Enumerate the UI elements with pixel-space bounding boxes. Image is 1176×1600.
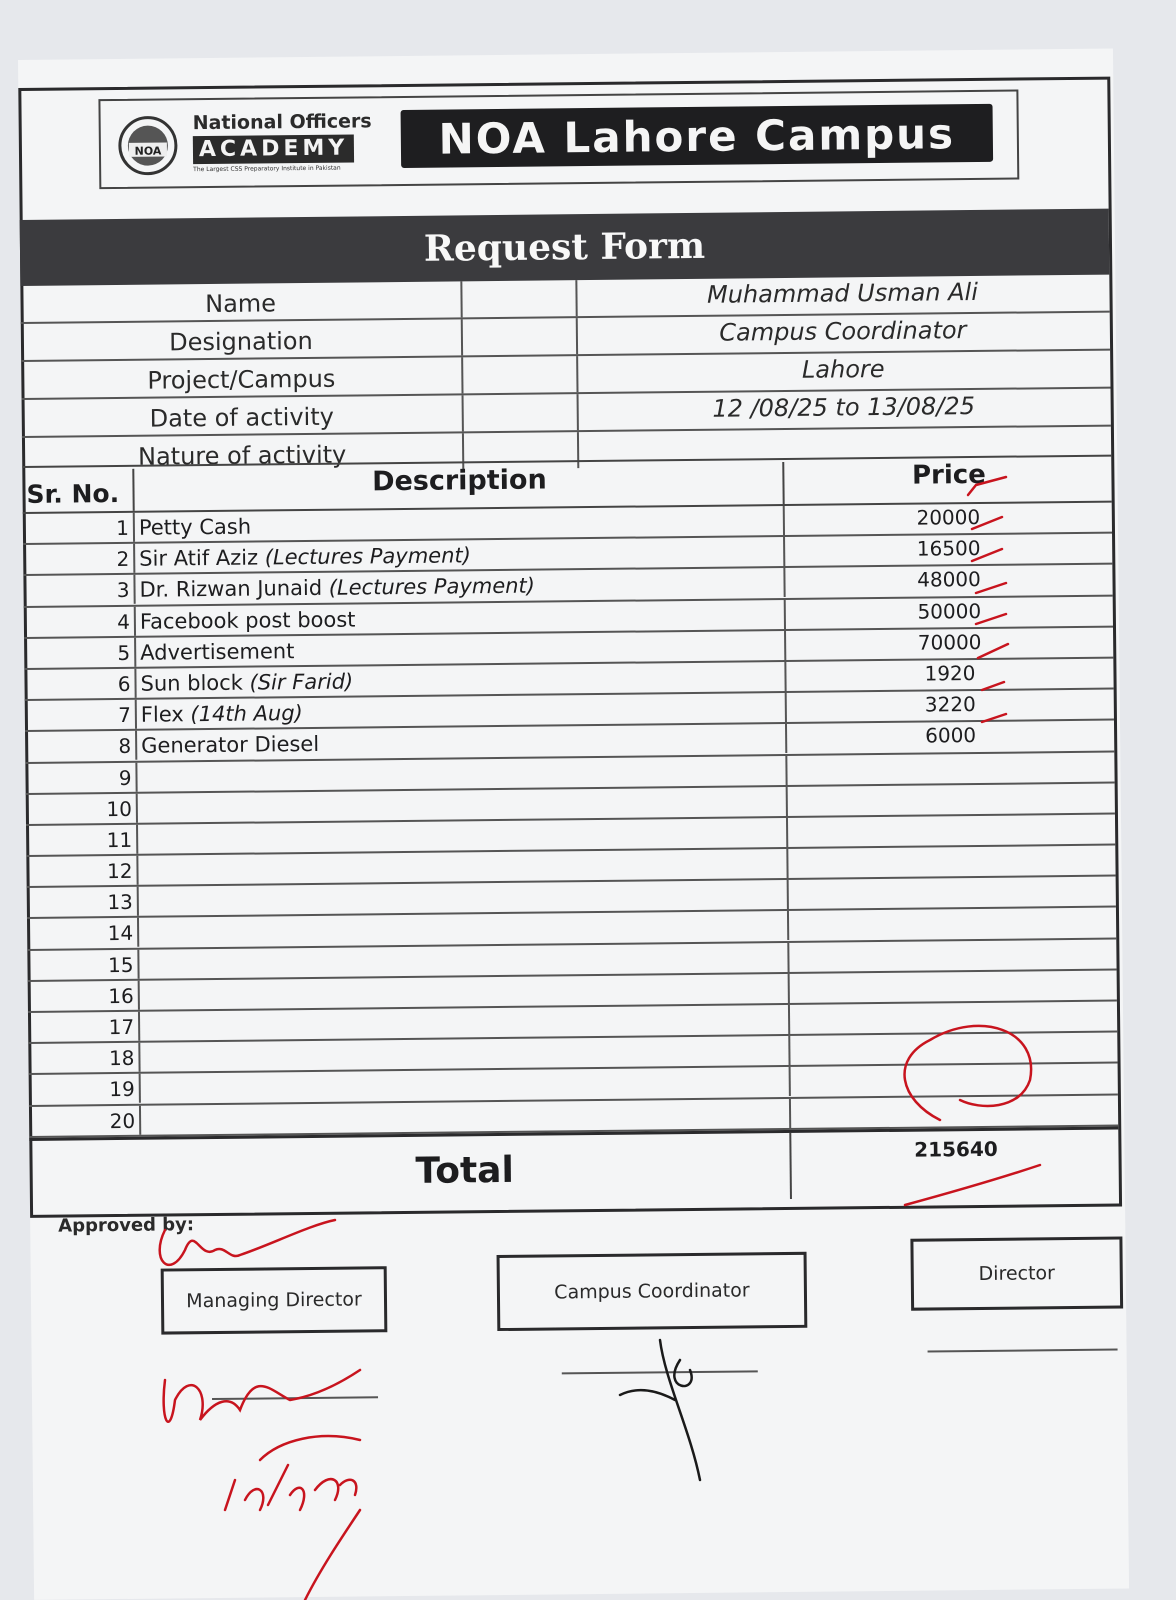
row-sr-no: 13 — [107, 890, 133, 915]
info-value: Campus Coordinator — [719, 316, 967, 347]
info-spacer — [462, 394, 579, 431]
info-label: Designation — [21, 319, 463, 360]
row-desc-text: Dr. Rizwan Junaid — [139, 576, 329, 603]
table-body — [23, 503, 1118, 1138]
row-description — [135, 724, 785, 760]
row-description — [138, 1036, 788, 1072]
row-sr-no: 6 — [117, 671, 131, 696]
campus-banner: NOA Lahore Campus — [401, 104, 994, 168]
info-label: Date of activity — [22, 395, 464, 436]
row-price — [788, 970, 1117, 1002]
row-desc-note: (Lectures Payment) — [328, 573, 536, 601]
row-price — [789, 1064, 1118, 1096]
row-sr-no: 18 — [108, 1046, 135, 1071]
brand-top: National Officers — [192, 110, 372, 135]
row-price — [787, 939, 1116, 971]
row-desc-text: Sir Atif Aziz — [139, 545, 265, 571]
row-description — [139, 1099, 789, 1135]
row-price — [786, 814, 1115, 846]
row-sr-no: 15 — [107, 952, 134, 977]
row-description — [137, 880, 787, 916]
info-spacer — [460, 280, 577, 317]
row-sr-no: 17 — [108, 1014, 135, 1040]
row-description — [135, 693, 785, 729]
row-description — [133, 506, 783, 542]
total-value: 215640 — [789, 1129, 1121, 1198]
header-sr-no: Sr. No. — [26, 478, 120, 509]
total-label: Total — [415, 1149, 515, 1192]
row-sr-no: 5 — [117, 640, 131, 665]
brand-main: ACADEMY — [193, 134, 355, 164]
row-description — [135, 756, 785, 792]
row-sr-no: 12 — [106, 858, 133, 884]
row-desc-note: (Lectures Payment) — [264, 543, 472, 570]
campus-coordinator-box: Campus Coordinator — [497, 1252, 808, 1331]
row-sr-no: 16 — [108, 983, 134, 1008]
row-description — [137, 943, 787, 979]
row-sr-no: 4 — [117, 609, 131, 634]
row-sr-no: 11 — [106, 827, 133, 852]
info-grid — [20, 275, 1111, 474]
items-table — [22, 455, 1119, 1207]
row-price: 6000 — [785, 721, 1114, 753]
row-price — [789, 1095, 1118, 1127]
director-signature-line — [928, 1349, 1118, 1353]
row-description — [134, 631, 784, 667]
row-sr-no: 3 — [116, 578, 130, 603]
row-price: 48000 — [783, 565, 1112, 597]
row-price: 1920 — [784, 659, 1113, 691]
header-price: Price — [782, 459, 1113, 504]
row-sr-no: 9 — [118, 765, 132, 790]
info-spacer — [461, 356, 578, 393]
row-price — [786, 783, 1115, 815]
row-price: 16500 — [783, 534, 1112, 566]
info-label: Project/Campus — [21, 357, 463, 398]
row-description — [138, 974, 788, 1010]
row-desc-text: Petty Cash — [138, 514, 252, 540]
row-description — [138, 1005, 788, 1041]
header — [98, 90, 1019, 190]
row-price: 70000 — [784, 627, 1113, 659]
brand-tagline: The Largest CSS Preparatory Institute in Pakistan — [193, 164, 341, 174]
row-description — [133, 568, 783, 604]
row-description — [136, 787, 786, 823]
row-desc-note: (14th Aug) — [190, 701, 303, 727]
managing-director-box: Managing Director — [161, 1266, 388, 1334]
form-title: Request Form — [20, 209, 1110, 286]
row-sr-no: 20 — [109, 1108, 136, 1133]
md-signature-line — [212, 1396, 378, 1400]
row-description — [139, 1067, 789, 1103]
row-desc-text: Generator Diesel — [141, 732, 320, 759]
info-value: Lahore — [801, 354, 885, 384]
row-description — [134, 662, 784, 698]
row-desc-text: Facebook post boost — [139, 607, 356, 634]
row-price — [787, 877, 1116, 909]
row-sr-no: 10 — [106, 796, 132, 821]
row-desc-text: Advertisement — [140, 638, 295, 665]
info-label: Name — [20, 281, 462, 322]
info-spacer — [461, 318, 578, 355]
row-description — [137, 911, 787, 947]
row-sr-no: 8 — [118, 734, 132, 759]
row-price: 3220 — [785, 690, 1114, 722]
request-form-sheet — [18, 49, 1129, 1600]
row-price — [785, 752, 1114, 784]
academy-logo-icon — [113, 114, 184, 177]
total-row — [29, 1126, 1119, 1206]
row-sr-no: 19 — [109, 1077, 135, 1102]
row-price: 50000 — [784, 596, 1113, 628]
director-box: Director — [910, 1236, 1123, 1310]
row-description — [136, 849, 786, 885]
row-price — [788, 1033, 1117, 1065]
row-desc-text: Sun block — [140, 670, 250, 696]
row-price: 20000 — [783, 503, 1112, 535]
approved-by-label: Approved by: — [58, 1214, 195, 1237]
row-price — [787, 908, 1116, 940]
cc-signature-line — [562, 1370, 758, 1374]
row-sr-no: 2 — [116, 547, 130, 572]
row-price — [786, 846, 1115, 878]
info-value: 12 /08/25 to 13/08/25 — [712, 391, 976, 423]
info-label: Nature of activity — [22, 433, 464, 474]
logo-text: NOA — [134, 144, 162, 158]
row-price — [788, 1002, 1117, 1034]
row-description — [133, 537, 783, 573]
row-desc-text: Flex — [140, 702, 191, 727]
row-desc-note: (Sir Farid) — [249, 669, 354, 695]
row-description — [134, 600, 784, 636]
header-description: Description — [132, 462, 784, 511]
row-sr-no: 14 — [107, 921, 134, 946]
row-sr-no: 1 — [116, 515, 130, 540]
row-sr-no: 7 — [118, 702, 131, 728]
info-value: Muhammad Usman Ali — [706, 277, 979, 309]
row-description — [136, 818, 786, 854]
